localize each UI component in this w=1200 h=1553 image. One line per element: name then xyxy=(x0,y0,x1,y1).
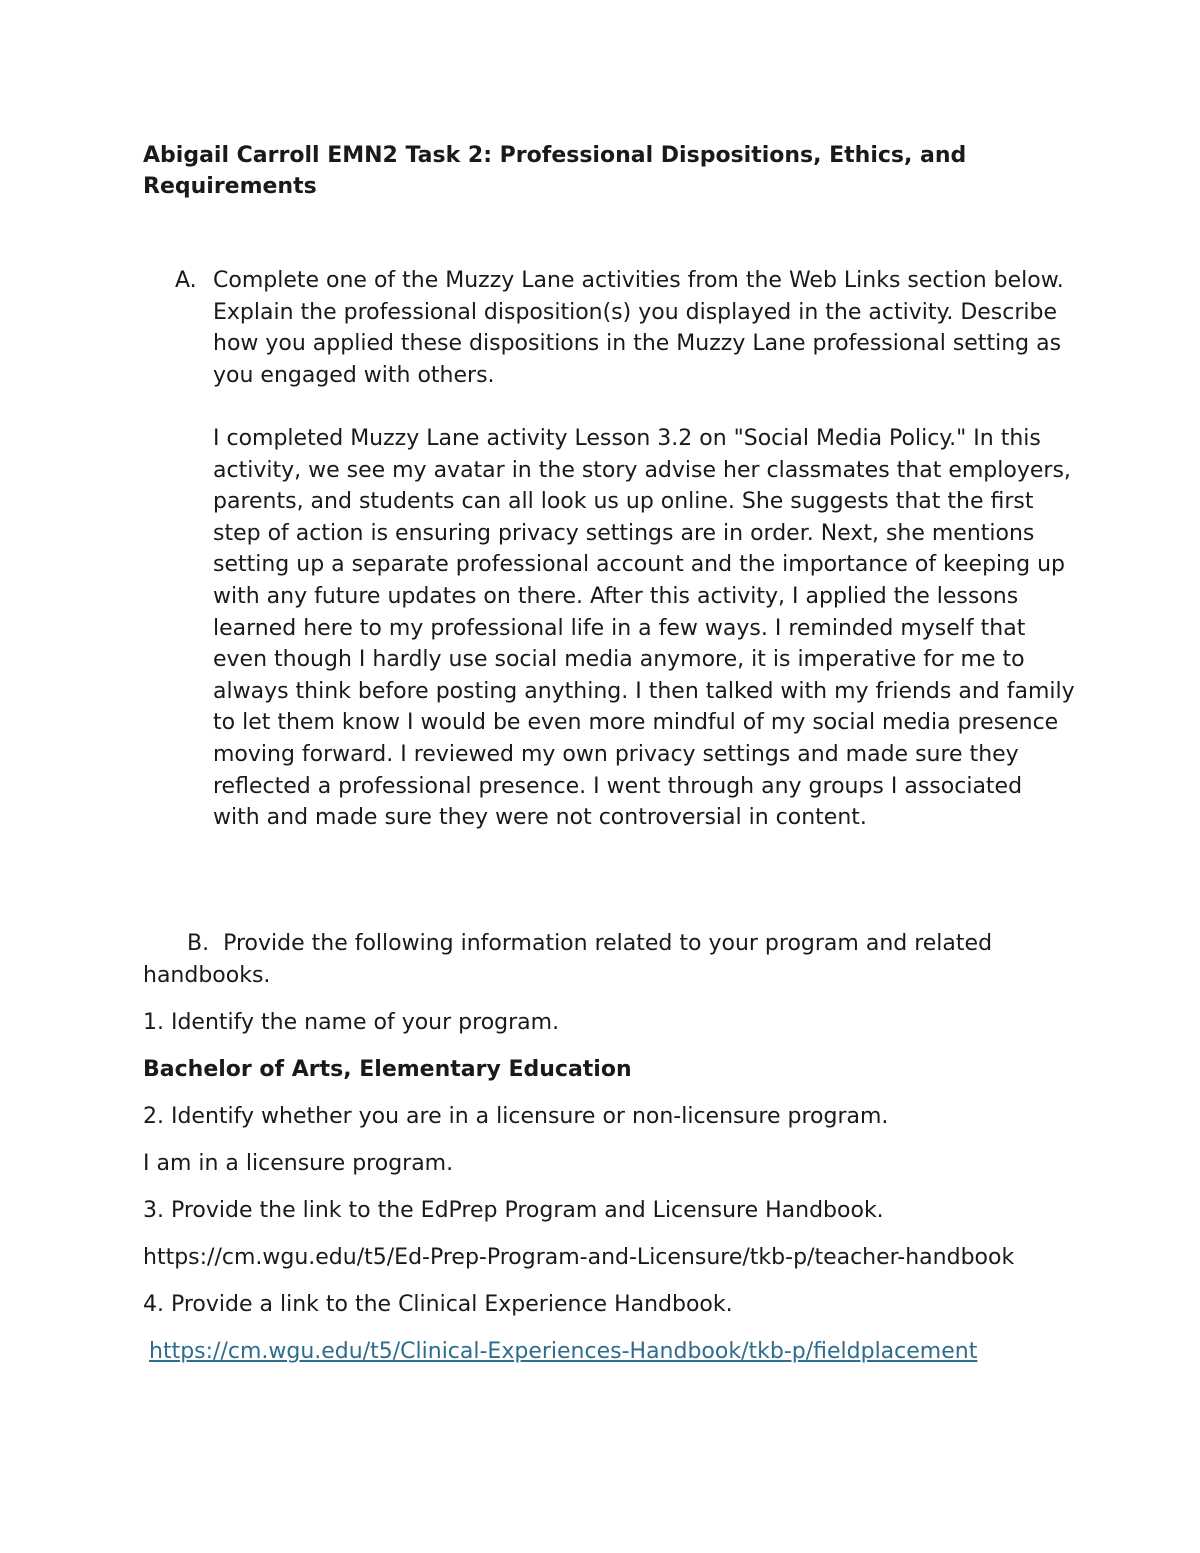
answer-4-paragraph xyxy=(143,1336,1063,1368)
section-a-marker: A. xyxy=(175,268,197,293)
section-b-intro: Provide the following information related to your program and related handbooks. xyxy=(143,931,993,988)
section-a-prompt: Complete one of the Muzzy Lane activities from the Web Links section below. Explain the professional disposition(s) you displayed in the activity. Describe how you applied these dispositions in the Muzzy Lane professional setting as you engaged with others. xyxy=(213,268,1064,388)
section-b-intro-paragraph xyxy=(143,928,1063,991)
answer-2-licensure: I am in a licensure program. xyxy=(143,1150,454,1176)
question-4: 4. Provide a link to the Clinical Experience Handbook. xyxy=(143,1292,733,1318)
question-1: 1. Identify the name of your program. xyxy=(143,1009,560,1035)
section-b xyxy=(143,928,1063,1368)
section-a xyxy=(175,265,1075,834)
document-title: Abigail Carroll EMN2 Task 2: Professional Dispositions, Ethics, and Requirements xyxy=(143,143,967,199)
question-3: 3. Provide the link to the EdPrep Program and Licensure Handbook. xyxy=(143,1198,884,1224)
section-a-answer: I completed Muzzy Lane activity Lesson 3.2 on "Social Media Policy." In this activity, we see my avatar in the story advise her classmates that employers, parents, and students can all look us up online. She suggests that the first step of action is ensuring privacy settings are in order. Next, she mentions setting up a separate professional account and the importance of keeping up with any future updates on there. After this activity, I applied the lessons learned here to my professional life in a few ways. I reminded myself that even though I hardly use social media anymore, it is imperative for me to always think before posting anything. I then talked with my friends and family to let them know I would be even more mindful of my social media presence moving forward. I reviewed my own privacy settings and made sure they reflected a professional presence. I went through any groups I associated with and made sure they were not controversial in content. xyxy=(213,425,1075,831)
answer-1-program-name: Bachelor of Arts, Elementary Education xyxy=(143,1056,632,1082)
clinical-handbook-link[interactable]: https://cm.wgu.edu/t5/Clinical-Experiences-Handbook/tkb-p/fieldplacement xyxy=(149,1339,978,1365)
answer-3-handbook-url: https://cm.wgu.edu/t5/Ed-Prep-Program-and-Licensure/tkb-p/teacher-handbook xyxy=(143,1245,1015,1271)
question-2: 2. Identify whether you are in a licensure or non-licensure program. xyxy=(143,1103,889,1129)
section-b-marker: B. xyxy=(187,931,210,956)
